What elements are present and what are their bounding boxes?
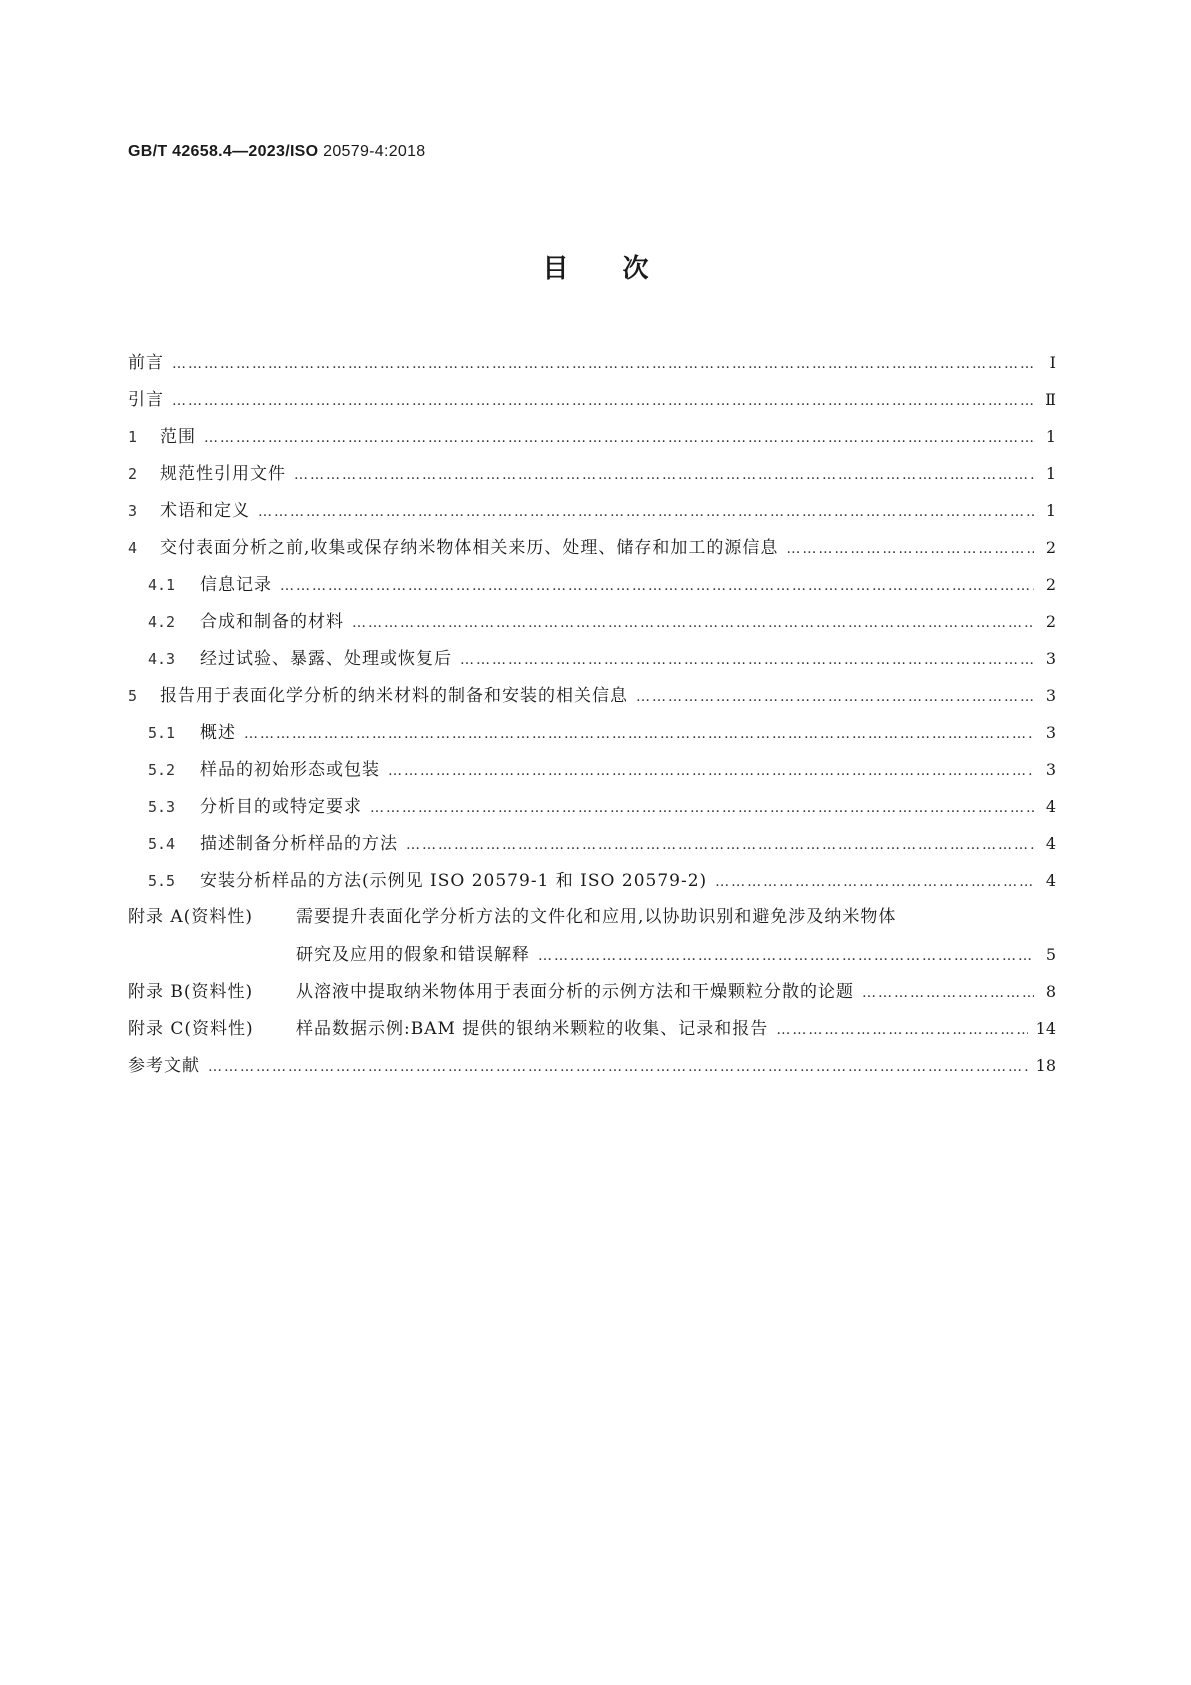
dot-leader bbox=[786, 531, 1034, 568]
toc-page-number: 3 bbox=[1045, 686, 1056, 705]
toc-entry-label: 样品数据示例:BAM 提供的银纳米颗粒的收集、记录和报告 bbox=[296, 1019, 769, 1039]
dot-leader bbox=[204, 420, 1034, 457]
toc-entry-label: 样品的初始形态或包装 bbox=[200, 760, 380, 780]
toc-entry-label: 从溶液中提取纳米物体用于表面分析的示例方法和干燥颗粒分散的论题 bbox=[296, 982, 854, 1002]
toc-entry-4-1[interactable] bbox=[128, 566, 1056, 603]
toc-page-number: 4 bbox=[1045, 797, 1056, 816]
toc-page-number: 8 bbox=[1045, 982, 1056, 1001]
toc-page-number: 2 bbox=[1045, 575, 1056, 594]
toc-entry-introduction[interactable] bbox=[128, 381, 1056, 418]
toc-entry-number: 3 bbox=[128, 502, 138, 520]
toc-page-number: Ⅱ bbox=[1045, 390, 1056, 409]
toc-entry-4[interactable] bbox=[128, 529, 1056, 566]
toc-entry-label: 需要提升表面化学分析方法的文件化和应用,以协助识别和避免涉及纳米物体 bbox=[296, 907, 897, 927]
toc-entry-label: 描述制备分析样品的方法 bbox=[200, 834, 398, 854]
toc-entry-5-2[interactable] bbox=[128, 751, 1056, 788]
toc-entry-appendix-c[interactable] bbox=[128, 1010, 1056, 1047]
toc-entry-5-1[interactable] bbox=[128, 714, 1056, 751]
toc-entry-label: 概述 bbox=[200, 723, 236, 743]
toc-entry-1[interactable] bbox=[128, 418, 1056, 455]
toc-entry-label: 引言 bbox=[128, 390, 164, 410]
dot-leader bbox=[636, 679, 1034, 716]
appendix-prefix: 附录 C(资料性) bbox=[128, 1019, 254, 1039]
toc-entry-number: 5.4 bbox=[148, 835, 176, 853]
toc-entry-label: 安装分析样品的方法(示例见 ISO 20579-1 和 ISO 20579-2) bbox=[200, 871, 708, 891]
page-title: 目次 bbox=[542, 254, 703, 284]
dot-leader bbox=[776, 1012, 1027, 1049]
toc-entry-references[interactable] bbox=[128, 1047, 1056, 1084]
dot-leader bbox=[280, 568, 1034, 605]
toc-entry-label: 合成和制备的材料 bbox=[200, 612, 344, 632]
toc-entry-appendix-a-continued[interactable] bbox=[128, 936, 1056, 973]
toc-entry-number: 2 bbox=[128, 465, 138, 483]
standard-code: GB/T 42658.4—2023/ISO bbox=[128, 143, 319, 160]
appendix-prefix: 附录 B(资料性) bbox=[128, 982, 254, 1002]
standard-number-header bbox=[128, 143, 426, 161]
toc-page-number: Ⅰ bbox=[1049, 353, 1056, 372]
dot-leader bbox=[460, 642, 1034, 679]
toc-page-number: 2 bbox=[1045, 612, 1056, 631]
toc-entry-label: 规范性引用文件 bbox=[160, 464, 286, 484]
toc-entry-number: 5.2 bbox=[148, 761, 176, 779]
dot-leader bbox=[406, 827, 1034, 864]
toc-entry-label: 参考文献 bbox=[128, 1056, 200, 1076]
toc-page-number: 5 bbox=[1045, 945, 1056, 964]
toc-entry-number: 5.5 bbox=[148, 872, 176, 890]
toc-page-number: 4 bbox=[1045, 871, 1056, 890]
dot-leader bbox=[352, 605, 1034, 642]
toc-page-number: 14 bbox=[1035, 1019, 1056, 1038]
toc-page-number: 3 bbox=[1045, 723, 1056, 742]
dot-leader bbox=[370, 790, 1034, 827]
toc-entry-5-3[interactable] bbox=[128, 788, 1056, 825]
toc-entry-number: 5.3 bbox=[148, 798, 176, 816]
dot-leader bbox=[172, 383, 1034, 420]
toc-entry-label: 范围 bbox=[160, 427, 196, 447]
toc-entry-5-5[interactable] bbox=[128, 862, 1056, 899]
toc-entry-label: 分析目的或特定要求 bbox=[200, 797, 362, 817]
toc-entry-foreword[interactable] bbox=[128, 344, 1056, 381]
toc-entry-4-3[interactable] bbox=[128, 640, 1056, 677]
toc-page-number: 4 bbox=[1045, 834, 1056, 853]
dot-leader bbox=[258, 494, 1034, 531]
toc-entry-5-4[interactable] bbox=[128, 825, 1056, 862]
dot-leader bbox=[862, 975, 1034, 1012]
toc-page-number: 1 bbox=[1045, 427, 1056, 446]
iso-code: 20579-4:2018 bbox=[318, 143, 426, 160]
toc-page-number: 3 bbox=[1045, 649, 1056, 668]
toc-page-number: 18 bbox=[1035, 1056, 1056, 1075]
toc-page-number: 1 bbox=[1045, 464, 1056, 483]
toc-entry-number: 1 bbox=[128, 428, 138, 446]
toc-entry-label: 术语和定义 bbox=[160, 501, 250, 521]
toc-entry-label: 报告用于表面化学分析的纳米材料的制备和安装的相关信息 bbox=[160, 686, 628, 706]
toc-page-number: 2 bbox=[1045, 538, 1056, 557]
toc-entry-label: 研究及应用的假象和错误解释 bbox=[296, 945, 530, 965]
toc-entry-number: 4.1 bbox=[148, 576, 176, 594]
toc-entry-appendix-b[interactable] bbox=[128, 973, 1056, 1010]
toc-entry-number: 5 bbox=[128, 687, 138, 705]
dot-leader bbox=[208, 1049, 1028, 1086]
appendix-prefix: 附录 A(资料性) bbox=[128, 907, 253, 927]
toc-entry-number: 4.3 bbox=[148, 650, 176, 668]
toc-entry-5[interactable] bbox=[128, 677, 1056, 714]
dot-leader bbox=[172, 346, 1034, 383]
dot-leader bbox=[715, 864, 1034, 901]
toc-entry-number: 4.2 bbox=[148, 613, 176, 631]
dot-leader bbox=[294, 457, 1034, 494]
toc-page-number: 1 bbox=[1045, 501, 1056, 520]
toc-entry-2[interactable] bbox=[128, 455, 1056, 492]
table-of-contents bbox=[128, 344, 1056, 1084]
toc-entry-appendix-a[interactable] bbox=[128, 899, 1056, 936]
toc-entry-label: 交付表面分析之前,收集或保存纳米物体相关来历、处理、储存和加工的源信息 bbox=[160, 538, 779, 558]
dot-leader bbox=[538, 938, 1034, 975]
toc-entry-label: 经过试验、暴露、处理或恢复后 bbox=[200, 649, 452, 669]
toc-entry-4-2[interactable] bbox=[128, 603, 1056, 640]
toc-entry-number: 4 bbox=[128, 539, 138, 557]
toc-entry-label: 信息记录 bbox=[200, 575, 272, 595]
toc-entry-3[interactable] bbox=[128, 492, 1056, 529]
toc-entry-number: 5.1 bbox=[148, 724, 176, 742]
dot-leader bbox=[244, 716, 1034, 753]
toc-entry-label: 前言 bbox=[128, 353, 164, 373]
dot-leader bbox=[388, 753, 1034, 790]
toc-page-number: 3 bbox=[1045, 760, 1056, 779]
